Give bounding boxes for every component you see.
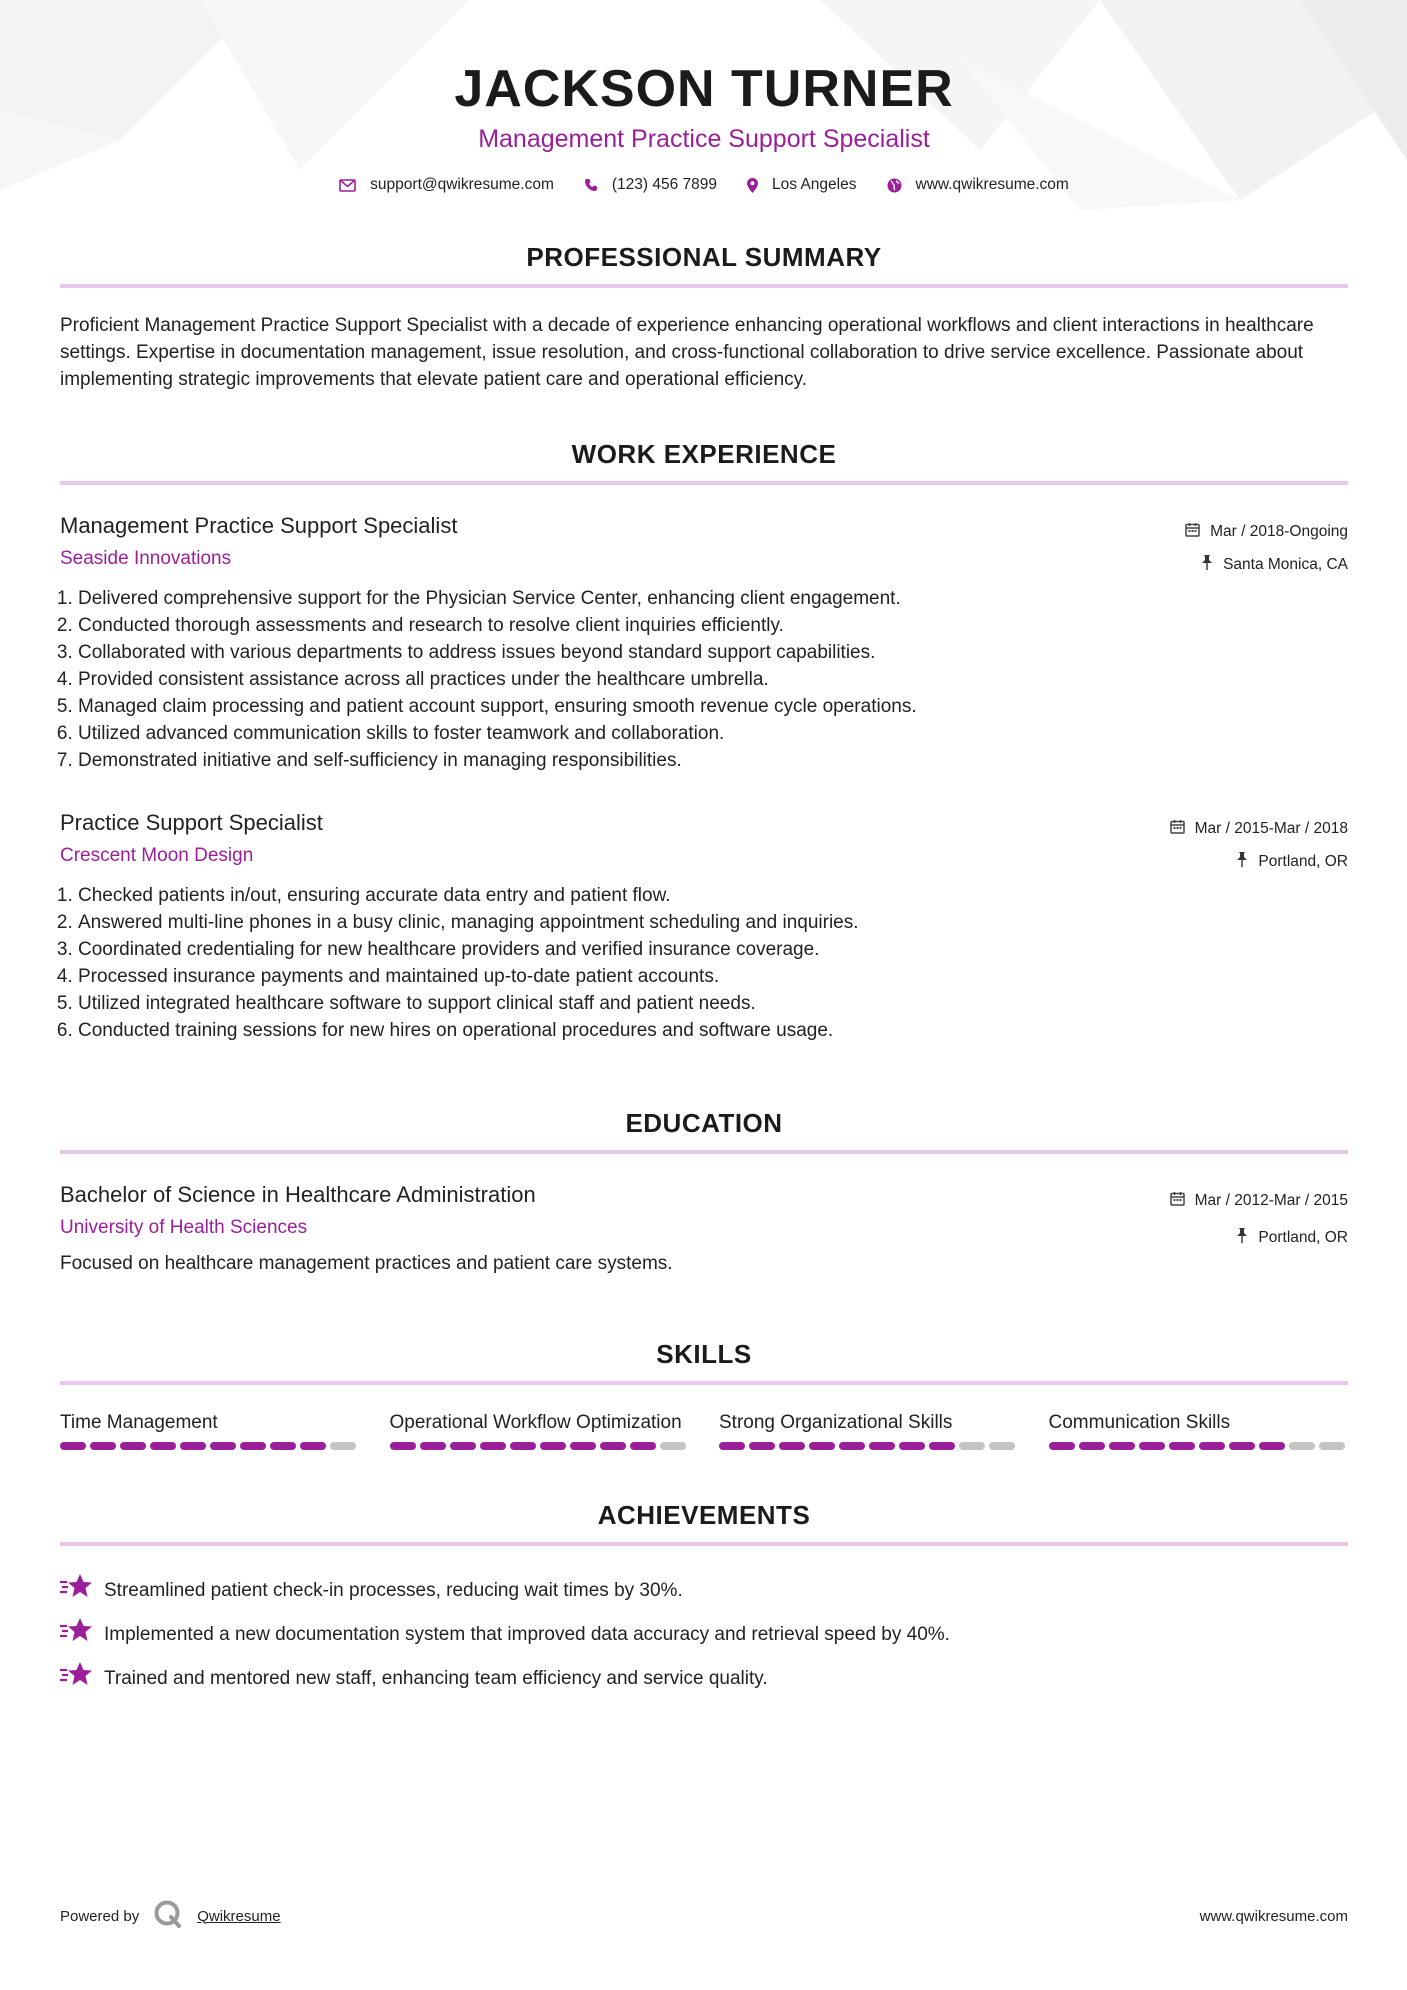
achievement-item	[60, 1612, 1348, 1656]
skill-level-segment	[90, 1442, 116, 1450]
job-location	[1170, 845, 1348, 878]
summary-section	[60, 240, 1348, 393]
list-item: 6. Conducted training sessions for new hires on operational procedures and software usage.	[78, 1017, 1348, 1044]
star-icon	[60, 1661, 92, 1695]
skill-level-segment	[390, 1442, 416, 1450]
skill-level-segment	[1259, 1442, 1285, 1450]
job-responsibilities	[60, 585, 1348, 774]
skill-level-segment	[1079, 1442, 1105, 1450]
calendar-icon	[1170, 1191, 1185, 1211]
skill-level-segment	[420, 1442, 446, 1450]
list-item: 6. Utilized advanced communication skills to foster teamwork and collaboration.	[78, 720, 1348, 747]
candidate-title: Management Practice Support Specialist	[478, 125, 930, 153]
skill-level-segment	[869, 1442, 895, 1450]
skill-level-segment	[120, 1442, 146, 1450]
list-item: 7. Demonstrated initiative and self-sufficiency in managing responsibilities.	[78, 747, 1348, 774]
experience-section	[60, 437, 1348, 1044]
section-divider	[60, 1150, 1348, 1154]
experience-heading: WORK EXPERIENCE	[571, 439, 837, 469]
skill-level-segment	[570, 1442, 596, 1450]
achievements-section	[60, 1498, 1348, 1700]
school-name: University of Health Sciences	[60, 1217, 308, 1238]
contact-website[interactable]	[887, 176, 1069, 194]
skill-level-segment	[809, 1442, 835, 1450]
candidate-name: JACKSON TURNER	[454, 60, 954, 118]
skill-level-segment	[510, 1442, 536, 1450]
skill-item	[1049, 1409, 1349, 1450]
skills-grid	[60, 1409, 1348, 1450]
job-location	[1185, 548, 1348, 581]
skills-heading: SKILLS	[656, 1339, 752, 1369]
achievement-text: Implemented a new documentation system that improved data accuracy and retrieval speed by 40%.	[104, 1623, 950, 1645]
job-entry	[60, 808, 1348, 1044]
star-icon	[60, 1573, 92, 1607]
job-dates-text: Mar / 2015-Mar / 2018	[1194, 819, 1348, 837]
skill-level-segment	[1229, 1442, 1255, 1450]
skill-item	[719, 1409, 1019, 1450]
contact-website-text: www.qwikresume.com	[915, 176, 1069, 193]
footer-url[interactable]: www.qwikresume.com	[1199, 1907, 1348, 1925]
section-divider	[60, 284, 1348, 288]
star-icon	[60, 1617, 92, 1651]
education-dates	[1170, 1184, 1348, 1217]
list-item: 4. Provided consistent assistance across all practices under the healthcare umbrella.	[78, 666, 1348, 693]
skill-level-segment	[1199, 1442, 1225, 1450]
list-item: 2. Conducted thorough assessments and research to resolve client inquiries efficiently.	[78, 612, 1348, 639]
contact-email[interactable]	[339, 176, 554, 194]
skill-level-segment	[180, 1442, 206, 1450]
skill-level-bar	[60, 1442, 360, 1450]
contact-location-text: Los Angeles	[772, 176, 857, 193]
skill-level-segment	[899, 1442, 925, 1450]
calendar-icon	[1170, 819, 1185, 839]
summary-heading: PROFESSIONAL SUMMARY	[526, 242, 882, 272]
education-location	[1170, 1221, 1348, 1254]
pushpin-icon	[1236, 1228, 1248, 1248]
achievement-item	[60, 1568, 1348, 1612]
skill-level-segment	[540, 1442, 566, 1450]
achievements-list	[60, 1568, 1348, 1700]
skill-level-segment	[989, 1442, 1015, 1450]
skill-level-segment	[240, 1442, 266, 1450]
achievements-heading: ACHIEVEMENTS	[597, 1500, 811, 1530]
skills-section	[60, 1337, 1348, 1450]
skill-level-bar	[719, 1442, 1019, 1450]
job-dates	[1170, 812, 1348, 845]
job-dates	[1185, 515, 1348, 548]
achievement-text: Streamlined patient check-in processes, reducing wait times by 30%.	[104, 1579, 683, 1601]
achievement-text: Trained and mentored new staff, enhancing team efficiency and service quality.	[104, 1667, 768, 1689]
skill-level-segment	[660, 1442, 686, 1450]
skill-level-segment	[480, 1442, 506, 1450]
skill-level-segment	[929, 1442, 955, 1450]
skill-level-segment	[1169, 1442, 1195, 1450]
skill-level-segment	[719, 1442, 745, 1450]
skill-item	[390, 1409, 690, 1450]
job-entry	[60, 511, 1348, 774]
job-meta	[1170, 812, 1348, 878]
skill-level-segment	[630, 1442, 656, 1450]
skill-level-bar	[390, 1442, 690, 1450]
job-title: Practice Support Specialist	[60, 810, 323, 835]
globe-icon	[887, 178, 902, 193]
job-location-text: Santa Monica, CA	[1223, 555, 1348, 573]
skill-level-segment	[60, 1442, 86, 1450]
list-item: 2. Answered multi-line phones in a busy clinic, managing appointment scheduling and inquiries.	[78, 909, 1348, 936]
list-item: 3. Collaborated with various departments to address issues beyond standard support capabilities.	[78, 639, 1348, 666]
job-company: Crescent Moon Design	[60, 845, 254, 866]
job-location-text: Portland, OR	[1258, 852, 1348, 870]
contact-bar	[60, 176, 1348, 194]
skill-level-segment	[270, 1442, 296, 1450]
skill-name: Strong Organizational Skills	[719, 1412, 953, 1433]
list-item: 5. Utilized integrated healthcare software to support clinical staff and patient needs.	[78, 990, 1348, 1017]
job-company: Seaside Innovations	[60, 548, 232, 569]
education-dates-text: Mar / 2012-Mar / 2015	[1194, 1191, 1348, 1209]
skill-level-segment	[1139, 1442, 1165, 1450]
pushpin-icon	[1201, 555, 1213, 575]
skill-level-segment	[749, 1442, 775, 1450]
skill-level-segment	[150, 1442, 176, 1450]
skill-level-segment	[600, 1442, 626, 1450]
phone-icon	[584, 178, 598, 192]
education-entry	[60, 1180, 1348, 1277]
summary-text: Proficient Management Practice Support Specialist with a decade of experience enhancing operational workflows and client interactions in healthcare settings. Expertise in documentation management, issue resolution, and cross-functional collaboration to drive service excellence. Passionate about implementing strategic improvements that elevate patient care and operational efficiency.	[60, 315, 1314, 390]
list-item: 1. Checked patients in/out, ensuring accurate data entry and patient flow.	[78, 882, 1348, 909]
powered-by-label: Powered by	[60, 1907, 140, 1925]
skill-level-segment	[1289, 1442, 1315, 1450]
contact-phone[interactable]	[584, 176, 717, 194]
job-responsibilities	[60, 882, 1348, 1044]
skill-level-segment	[959, 1442, 985, 1450]
skill-level-segment	[1319, 1442, 1345, 1450]
contact-email-text: support@qwikresume.com	[370, 176, 554, 193]
skill-level-segment	[779, 1442, 805, 1450]
calendar-icon	[1185, 522, 1200, 542]
skill-item	[60, 1409, 360, 1450]
job-dates-text: Mar / 2018-Ongoing	[1210, 522, 1348, 540]
resume-page	[60, 0, 1348, 1700]
skill-level-segment	[330, 1442, 356, 1450]
education-description: Focused on healthcare management practices and patient care systems.	[60, 1253, 673, 1274]
qwikresume-link[interactable]: Qwikresume	[197, 1907, 281, 1925]
achievement-item	[60, 1656, 1348, 1700]
skill-name: Communication Skills	[1048, 1412, 1231, 1433]
list-item: 4. Processed insurance payments and maintained up-to-date patient accounts.	[78, 963, 1348, 990]
list-item: 3. Coordinated credentialing for new healthcare providers and verified insurance coverage.	[78, 936, 1348, 963]
envelope-icon	[339, 179, 356, 192]
skill-level-segment	[1049, 1442, 1075, 1450]
education-heading: EDUCATION	[625, 1108, 783, 1138]
education-location-text: Portland, OR	[1258, 1228, 1348, 1246]
skill-level-segment	[1109, 1442, 1135, 1450]
section-divider	[60, 1381, 1348, 1385]
job-meta	[1185, 515, 1348, 581]
contact-phone-text: (123) 456 7899	[611, 176, 718, 193]
resume-header	[60, 0, 1348, 194]
powered-by	[60, 1899, 281, 1933]
section-divider	[60, 1542, 1348, 1546]
degree-title: Bachelor of Science in Healthcare Administration	[60, 1182, 536, 1207]
pushpin-icon	[1236, 852, 1248, 872]
section-divider	[60, 481, 1348, 485]
skill-name: Operational Workflow Optimization	[389, 1412, 682, 1433]
education-meta	[1170, 1184, 1348, 1254]
skill-level-segment	[839, 1442, 865, 1450]
list-item: 1. Delivered comprehensive support for the Physician Service Center, enhancing client engagement.	[78, 585, 1348, 612]
skill-level-segment	[210, 1442, 236, 1450]
page-footer	[60, 1896, 1348, 1936]
education-section	[60, 1106, 1348, 1277]
list-item: 5. Managed claim processing and patient account support, ensuring smooth revenue cycle operations.	[78, 693, 1348, 720]
contact-location	[747, 176, 856, 194]
skill-level-bar	[1049, 1442, 1349, 1450]
job-title: Management Practice Support Specialist	[60, 513, 458, 538]
map-pin-icon	[747, 178, 758, 193]
skill-level-segment	[450, 1442, 476, 1450]
skill-name: Time Management	[60, 1412, 218, 1433]
skill-level-segment	[300, 1442, 326, 1450]
qwikresume-logo-icon	[153, 1899, 183, 1933]
